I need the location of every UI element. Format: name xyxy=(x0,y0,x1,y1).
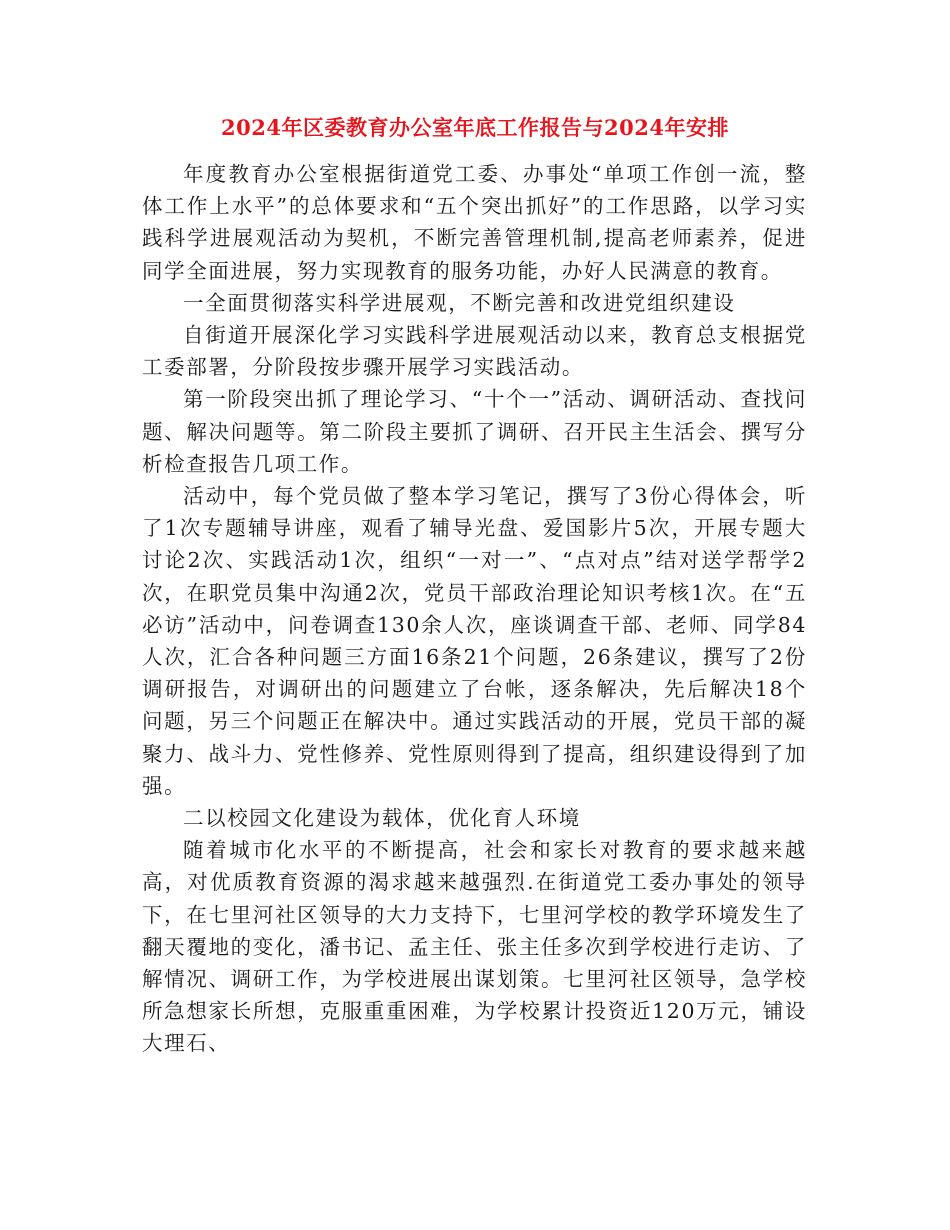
paragraph: 活动中，每个党员做了整本学习笔记，撰写了3份心得体会，听了1次专题辅导讲座，观看了辅导光盘、爱国影片5次，开展专题大讨论2次、实践活动1次，组织“一对一”、“点对点”结对送学帮学2次，在职党员集中沟通2次，党员干部政治理论知识考核1次。在“五必访”活动中，问卷调查130余人次，座谈调查干部、老师、同学84人次，汇合各种问题三方面16条21个问题，26条建议，撰写了2份调研报告，对调研出的问题建立了台帐，逐条解决，先后解决18个问题，另三个问题正在解决中。通过实践活动的开展，党员干部的凝聚力、战斗力、党性修养、党性原则得到了提高，组织建设得到了加强。 xyxy=(142,484,807,798)
document-title: 2024年区委教育办公室年底工作报告与2024年安排 xyxy=(221,115,729,140)
section-heading-1: 一全面贯彻落实科学进展观，不断完善和改进党组织建设 xyxy=(183,290,736,315)
paragraph: 随着城市化水平的不断提高，社会和家长对教育的要求越来越高，对优质教育资源的渴求越来越强烈.在街道党工委办事处的领导下，在七里河社区领导的大力支持下，七里河学校的教学环境发生了翻天覆地的变化，潘书记、孟主任、张主任多次到学校进行走访、了解情况、调研工作，为学校进展出谋划策。七里河社区领导，急学校所急想家长所想，克服重重困难，为学校累计投资近120万元，铺设大理石、 xyxy=(142,838,807,1056)
section-heading-2: 二以校园文化建设为载体，优化育人环境 xyxy=(183,806,581,831)
paragraph: 第一阶段突出抓了理论学习、“十个一”活动、调研活动、查找问题、解决问题等。第二阶段主要抓了调研、召开民主生活会、撰写分析检查报告几项工作。 xyxy=(142,387,807,476)
document-body xyxy=(142,158,807,1060)
paragraph-intro: 年度教育办公室根据街道党工委、办事处“单项工作创一流，整体工作上水平”的总体要求和“五个突出抓好”的工作思路，以学习实践科学进展观活动为契机，不断完善管理机制,提高老师素养，促进同学全面进展，努力实现教育的服务功能，办好人民满意的教育。 xyxy=(142,162,807,283)
paragraph: 自街道开展深化学习实践科学进展观活动以来，教育总支根据党工委部署，分阶段按步骤开展学习实践活动。 xyxy=(142,323,807,380)
